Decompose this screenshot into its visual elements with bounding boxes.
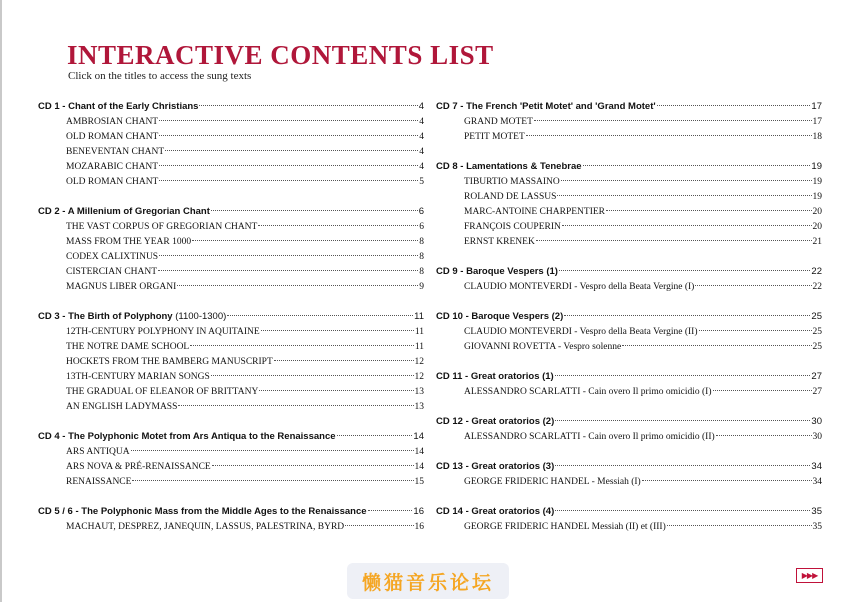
dot-leader xyxy=(211,210,418,211)
item-title-text: HOCKETS FROM THE BAMBERG MANUSCRIPT xyxy=(66,357,273,367)
dot-leader xyxy=(177,285,418,286)
contents-item-title xyxy=(66,177,158,187)
contents-item-link[interactable] xyxy=(436,192,822,207)
page-number: 4 xyxy=(419,147,424,157)
page-number: 19 xyxy=(812,177,822,187)
cd-heading-title xyxy=(38,431,336,442)
page-number: 4 xyxy=(419,162,424,172)
item-title-text: GEORGE FRIDERIC HANDEL - Messiah (I) xyxy=(464,477,641,487)
contents-item-title xyxy=(66,522,344,532)
cd-title-text: CD 5 / 6 - The Polyphonic Mass from the Middle Ages to the Renaissance xyxy=(38,506,367,517)
contents-item-title xyxy=(66,372,210,382)
cd-heading-link[interactable] xyxy=(38,101,424,117)
cd-heading-link[interactable] xyxy=(436,416,822,432)
page-number: 30 xyxy=(812,432,822,442)
dot-leader xyxy=(227,315,413,316)
cd-heading-link[interactable] xyxy=(436,371,822,387)
contents-item-title xyxy=(66,477,131,487)
cd-title-text: CD 7 - The French 'Petit Motet' and 'Grand Motet' xyxy=(436,101,656,112)
dot-leader xyxy=(131,450,414,451)
contents-item-title xyxy=(464,132,525,142)
page-number: 27 xyxy=(811,371,822,382)
item-title-text: CISTERCIAN CHANT xyxy=(66,267,158,277)
page-number: 4 xyxy=(418,101,424,112)
dot-leader xyxy=(716,435,812,436)
item-title-text: BENEVENTAN CHANT xyxy=(66,147,165,157)
page-number: 21 xyxy=(812,237,822,247)
cd-heading-title xyxy=(38,206,210,217)
page-number: 12 xyxy=(414,372,424,382)
cd-title-text: CD 10 - Baroque Vespers (2) xyxy=(436,311,564,322)
page-number: 25 xyxy=(811,311,822,322)
contents-item-title xyxy=(66,222,257,232)
contents-item-link[interactable] xyxy=(436,432,822,447)
contents-item-link[interactable] xyxy=(436,117,822,132)
cd-heading-title xyxy=(38,311,226,322)
page-number: 11 xyxy=(414,311,424,322)
cd-heading-title xyxy=(436,161,582,172)
cd-heading-link[interactable] xyxy=(436,461,822,477)
item-title-text: CLAUDIO MONTEVERDI - Vespro della Beata Vergine (II) xyxy=(464,327,698,337)
item-title-text: GIOVANNI ROVETTA - Vespro solenne xyxy=(464,342,622,352)
watermark-text: 懒猫音乐论坛 xyxy=(361,571,494,594)
contents-item-link[interactable] xyxy=(38,132,424,147)
cd-title-text: CD 9 - Baroque Vespers (1) xyxy=(436,266,558,277)
dot-leader xyxy=(337,435,413,436)
contents-item-title xyxy=(66,237,191,247)
page-number: 17 xyxy=(812,117,822,127)
page-number: 14 xyxy=(414,462,424,472)
item-title-text: THE NOTRE DAME SCHOOL xyxy=(66,342,190,352)
page-number: 6 xyxy=(418,206,424,217)
cd-heading-title xyxy=(38,101,198,112)
page-number: 19 xyxy=(811,161,822,172)
contents-item-title xyxy=(66,132,158,142)
contents-item-link[interactable] xyxy=(436,342,822,357)
page-number: 20 xyxy=(812,222,822,232)
dot-leader xyxy=(192,240,418,241)
dot-leader xyxy=(622,345,811,346)
page-number: 9 xyxy=(419,282,424,292)
cd-title-text: CD 13 - Great oratorios (3) xyxy=(436,461,555,472)
contents-item-link[interactable] xyxy=(38,117,424,132)
contents-item-title xyxy=(464,237,535,247)
cd-heading-link[interactable] xyxy=(38,431,424,447)
page-number: 6 xyxy=(419,222,424,232)
dot-leader xyxy=(557,195,811,196)
cd-title-text: CD 8 - Lamentations & Tenebrae xyxy=(436,161,582,172)
item-title-text: CODEX CALIXTINUS xyxy=(66,252,159,262)
contents-item-link[interactable] xyxy=(436,522,822,537)
page-number: 11 xyxy=(414,327,424,337)
dot-leader xyxy=(562,225,812,226)
page-number: 13 xyxy=(414,402,424,412)
contents-item-link[interactable] xyxy=(38,447,424,462)
item-title-text: OLD ROMAN CHANT xyxy=(66,132,159,142)
next-page-button[interactable] xyxy=(796,568,823,583)
dot-leader xyxy=(212,465,414,466)
contents-item-link[interactable] xyxy=(38,357,424,372)
item-title-text: 13TH-CENTURY MARIAN SONGS xyxy=(66,372,210,382)
cd-section xyxy=(436,161,822,252)
cd-heading-title xyxy=(436,461,554,472)
contents-item-title xyxy=(464,192,556,202)
cd-heading-title xyxy=(436,416,554,427)
dot-leader xyxy=(713,390,812,391)
page-number: 20 xyxy=(812,207,822,217)
page-number: 25 xyxy=(812,327,822,337)
contents-item-link[interactable] xyxy=(38,327,424,342)
cd-section xyxy=(436,101,822,147)
dot-leader xyxy=(159,165,418,166)
item-title-text: MARC-ANTOINE CHARPENTIER xyxy=(464,207,606,217)
item-title-text: ERNST KRENEK xyxy=(464,237,535,247)
item-title-text: RENAISSANCE xyxy=(66,477,132,487)
contents-item-title xyxy=(66,462,211,472)
item-title-text: MASS FROM THE YEAR 1000 xyxy=(66,237,192,247)
contents-item-title xyxy=(66,252,158,262)
contents-item-link[interactable] xyxy=(436,222,822,237)
cd-title-date-range: (1100-1300) xyxy=(175,311,227,322)
page-number: 18 xyxy=(812,132,822,142)
cd-heading-title xyxy=(38,506,367,517)
cd-title-text: CD 4 - The Polyphonic Motet from Ars Antiqua to the Renaissance xyxy=(38,431,336,442)
cd-heading-link[interactable] xyxy=(436,266,822,282)
cd-title-text: CD 1 - Chant of the Early Christians xyxy=(38,101,199,112)
contents-item-title xyxy=(66,147,164,157)
item-title-text: 12TH-CENTURY POLYPHONY IN AQUITAINE xyxy=(66,327,260,337)
dot-leader xyxy=(695,285,811,286)
item-title-text: AMBROSIAN CHANT xyxy=(66,117,159,127)
cd-section xyxy=(38,506,424,537)
contents-item-title xyxy=(66,447,130,457)
cd-section xyxy=(38,101,424,192)
cd-section xyxy=(436,311,822,357)
cd-section xyxy=(436,371,822,402)
item-title-text: TIBURTIO MASSAINO xyxy=(464,177,560,187)
page-number: 14 xyxy=(414,447,424,457)
dot-leader xyxy=(555,465,810,466)
contents-item-title xyxy=(464,342,621,352)
cd-section xyxy=(38,206,424,297)
item-title-text: MACHAUT, DESPREZ, JANEQUIN, LASSUS, PALESTRINA, BYRD xyxy=(66,522,345,532)
contents-item-link[interactable] xyxy=(436,207,822,222)
page-number: 35 xyxy=(811,506,822,517)
page-number: 34 xyxy=(812,477,822,487)
dot-leader xyxy=(536,240,812,241)
page-number: 15 xyxy=(414,477,424,487)
contents-item-link[interactable] xyxy=(38,237,424,252)
cd-heading-link[interactable] xyxy=(436,161,822,177)
contents-item-title xyxy=(66,117,158,127)
contents-item-link[interactable] xyxy=(38,267,424,282)
dot-leader xyxy=(178,405,413,406)
cd-section xyxy=(38,431,424,492)
dot-leader xyxy=(368,510,413,511)
item-title-text: ARS NOVA & PRÉ-RENAISSANCE xyxy=(66,462,211,472)
contents-item-title xyxy=(66,357,273,367)
contents-item-title xyxy=(464,387,712,397)
dot-leader xyxy=(165,150,418,151)
dot-leader xyxy=(606,210,811,211)
contents-right-column xyxy=(436,101,822,551)
dot-leader xyxy=(345,525,413,526)
contents-item-link[interactable] xyxy=(38,402,424,417)
page-number: 4 xyxy=(419,132,424,142)
item-title-text: THE VAST CORPUS OF GREGORIAN CHANT xyxy=(66,222,258,232)
item-title-text: ROLAND DE LASSUS xyxy=(464,192,557,202)
item-title-text: GRAND MOTET xyxy=(464,117,533,127)
cd-title-text: CD 3 - The Birth of Polyphony xyxy=(38,311,173,322)
cd-heading-link[interactable] xyxy=(436,311,822,327)
contents-item-link[interactable] xyxy=(38,177,424,192)
page-number: 22 xyxy=(812,282,822,292)
page-number: 13 xyxy=(414,387,424,397)
cd-section xyxy=(436,506,822,537)
page-number: 16 xyxy=(413,506,424,517)
contents-item-title xyxy=(464,207,605,217)
page-number: 22 xyxy=(811,266,822,277)
dot-leader xyxy=(159,120,418,121)
dot-leader xyxy=(642,480,812,481)
dot-leader xyxy=(559,270,810,271)
item-title-text: AN ENGLISH LADYMASS xyxy=(66,402,178,412)
dot-leader xyxy=(132,480,413,481)
page-number: 5 xyxy=(419,177,424,187)
contents-item-link[interactable] xyxy=(38,282,424,297)
item-title-text: ALESSANDRO SCARLATTI - Cain overo Il primo omicidio (II) xyxy=(464,432,715,442)
dot-leader xyxy=(555,510,810,511)
contents-item-link[interactable] xyxy=(436,177,822,192)
contents-item-link[interactable] xyxy=(436,237,822,252)
watermark-logo xyxy=(347,563,509,599)
item-title-text: ARS ANTIQUA xyxy=(66,447,130,457)
contents-item-title xyxy=(66,327,260,337)
cd-title-text: CD 11 - Great oratorios (1) xyxy=(436,371,554,382)
cd-section xyxy=(436,266,822,297)
contents-item-title xyxy=(464,432,715,442)
page-number: 27 xyxy=(812,387,822,397)
contents-item-title xyxy=(66,402,177,412)
cd-section xyxy=(38,311,424,417)
contents-item-link[interactable] xyxy=(38,477,424,492)
contents-item-title xyxy=(464,177,560,187)
contents-item-title xyxy=(464,522,666,532)
page-number: 34 xyxy=(811,461,822,472)
dot-leader xyxy=(259,390,413,391)
cd-heading-title xyxy=(436,101,656,112)
contents-item-title xyxy=(464,117,533,127)
page-number: 17 xyxy=(811,101,822,112)
dot-leader xyxy=(699,330,812,331)
contents-item-title xyxy=(66,282,176,292)
contents-item-title xyxy=(464,282,694,292)
contents-item-link[interactable] xyxy=(38,372,424,387)
contents-item-link[interactable] xyxy=(436,387,822,402)
dot-leader xyxy=(667,525,812,526)
cd-heading-link[interactable] xyxy=(38,506,424,522)
cd-heading-link[interactable] xyxy=(436,506,822,522)
contents-item-title xyxy=(66,342,189,352)
page-number: 14 xyxy=(413,431,424,442)
dot-leader xyxy=(190,345,414,346)
dot-leader xyxy=(274,360,414,361)
page-number: 19 xyxy=(812,192,822,202)
cd-heading-link[interactable] xyxy=(38,206,424,222)
page-number: 30 xyxy=(811,416,822,427)
contents-item-title xyxy=(66,267,157,277)
cd-heading-title xyxy=(436,371,554,382)
page-number: 12 xyxy=(414,357,424,367)
item-title-text: MAGNUS LIBER ORGANI xyxy=(66,282,177,292)
page-number: 8 xyxy=(419,252,424,262)
contents-item-link[interactable] xyxy=(436,477,822,492)
page-number: 4 xyxy=(419,117,424,127)
item-title-text: ALESSANDRO SCARLATTI - Cain overo Il primo omicidio (I) xyxy=(464,387,712,397)
cd-title-text: CD 12 - Great oratorios (2) xyxy=(436,416,555,427)
dot-leader xyxy=(564,315,810,316)
contents-item-link[interactable] xyxy=(38,387,424,402)
contents-item-title xyxy=(464,477,641,487)
cd-heading-title xyxy=(436,266,558,277)
page-number: 25 xyxy=(812,342,822,352)
page-number: 35 xyxy=(812,522,822,532)
dot-leader xyxy=(158,270,418,271)
contents-item-link[interactable] xyxy=(38,522,424,537)
item-title-text: MOZARABIC CHANT xyxy=(66,162,159,172)
contents-left-column xyxy=(38,101,424,551)
item-title-text: THE GRADUAL OF ELEANOR OF BRITTANY xyxy=(66,387,259,397)
dot-leader xyxy=(526,135,812,136)
page-subtitle: Click on the titles to access the sung texts xyxy=(68,70,252,82)
dot-leader xyxy=(583,165,811,166)
cd-title-text: CD 14 - Great oratorios (4) xyxy=(436,506,555,517)
dot-leader xyxy=(159,255,418,256)
next-arrows-icon: ▶▶▶ xyxy=(801,571,818,580)
contents-item-title xyxy=(464,222,561,232)
cd-heading-title xyxy=(436,311,563,322)
page-number: 8 xyxy=(419,237,424,247)
contents-item-link[interactable] xyxy=(38,147,424,162)
cd-title-text: CD 2 - A Millenium of Gregorian Chant xyxy=(38,206,210,217)
dot-leader xyxy=(555,420,810,421)
contents-item-link[interactable] xyxy=(38,252,424,267)
cd-heading-link[interactable] xyxy=(436,101,822,117)
contents-item-link[interactable] xyxy=(38,162,424,177)
dot-leader xyxy=(261,330,414,331)
item-title-text: GEORGE FRIDERIC HANDEL Messiah (II) et (III) xyxy=(464,522,666,532)
dot-leader xyxy=(159,135,418,136)
dot-leader xyxy=(258,225,418,226)
cd-section xyxy=(436,416,822,447)
contents-item-link[interactable] xyxy=(436,327,822,342)
dot-leader xyxy=(199,105,417,106)
dot-leader xyxy=(561,180,812,181)
cd-heading-link[interactable] xyxy=(38,311,424,327)
dot-leader xyxy=(555,375,811,376)
page-number: 8 xyxy=(419,267,424,277)
page-title: INTERACTIVE CONTENTS LIST xyxy=(67,40,494,70)
contents-item-title xyxy=(66,387,258,397)
contents-item-link[interactable] xyxy=(436,282,822,297)
contents-item-link[interactable] xyxy=(38,222,424,237)
dot-leader xyxy=(657,105,811,106)
item-title-text: PETIT MOTET xyxy=(464,132,525,142)
item-title-text: OLD ROMAN CHANT xyxy=(66,177,159,187)
item-title-text: CLAUDIO MONTEVERDI - Vespro della Beata Vergine (I) xyxy=(464,282,695,292)
contents-item-link[interactable] xyxy=(38,462,424,477)
page-number: 16 xyxy=(414,522,424,532)
cd-section xyxy=(436,461,822,492)
dot-leader xyxy=(159,180,418,181)
contents-item-link[interactable] xyxy=(38,342,424,357)
dot-leader xyxy=(534,120,812,121)
contents-item-title xyxy=(464,327,698,337)
contents-item-title xyxy=(66,162,158,172)
cd-heading-title xyxy=(436,506,554,517)
item-title-text: FRANÇOIS COUPERIN xyxy=(464,222,561,232)
dot-leader xyxy=(211,375,414,376)
page-number: 11 xyxy=(414,342,424,352)
contents-item-link[interactable] xyxy=(436,132,822,147)
